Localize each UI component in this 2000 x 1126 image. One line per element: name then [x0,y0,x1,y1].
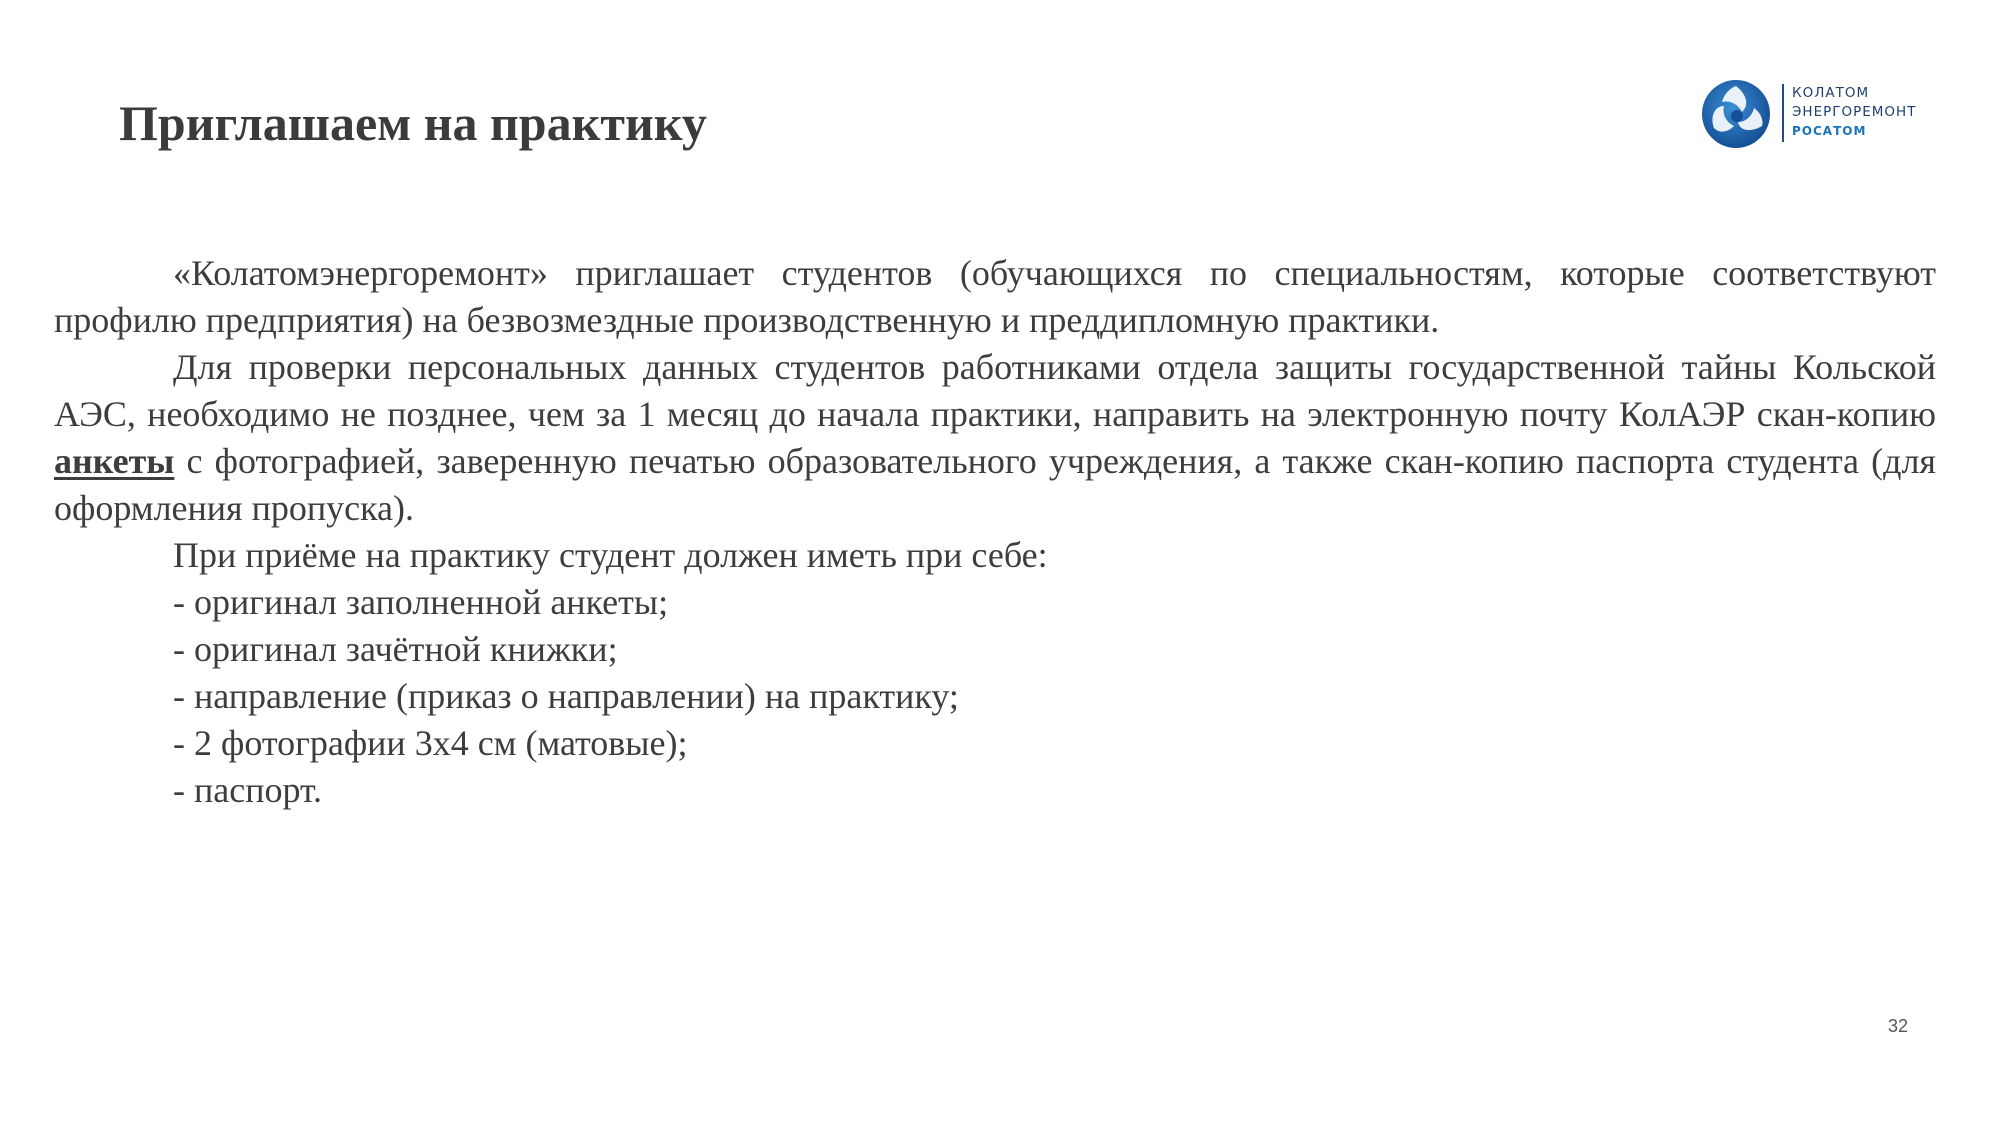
paragraph-invitation: «Колатомэнергоремонт» приглашает студентов (обучающихся по специальностям, которые соответствуют профилю предприятия) на безвозмездные производственную и преддипломную практики. [54,253,1936,340]
logo-line-1: КОЛАТОМ [1792,85,1870,101]
logo-line-2: ЭНЕРГОРЕМОНТ [1792,104,1917,120]
list-item: - оригинал зачётной книжки; [173,629,618,669]
list-item: - оригинал заполненной анкеты; [173,582,669,622]
logo-line-3: РОСАТОМ [1792,124,1867,138]
paragraph-requirements-intro: При приёме на практику студент должен иметь при себе: [173,535,1048,575]
paragraph-personal-data-end: с фотографией, заверенную печатью образовательного учреждения, а также скан-копию паспорта студента (для оформления пропуска). [54,441,1936,528]
paragraph-personal-data-start: Для проверки персональных данных студентов работниками отдела защиты государственной тайны Кольской АЭС, необходимо не позднее, чем за 1 месяц до начала практики, направить на электронную почту КолАЭР скан-копию [54,347,1936,434]
list-item: - паспорт. [173,770,323,810]
logo-text [1792,84,1916,141]
rosatom-logo-icon [1700,78,1772,150]
questionnaire-link[interactable]: анкеты [54,441,175,481]
paragraph-personal-data [54,344,1936,532]
list-item: - 2 фотографии 3х4 см (матовые); [173,723,688,763]
company-logo [1700,78,1930,150]
page-number: 32 [1888,1016,1909,1036]
slide-title: Приглашаем на практику [119,95,707,151]
slide-body [54,250,1936,814]
logo-divider [1782,84,1784,142]
list-item: - направление (приказ о направлении) на практику; [173,676,959,716]
